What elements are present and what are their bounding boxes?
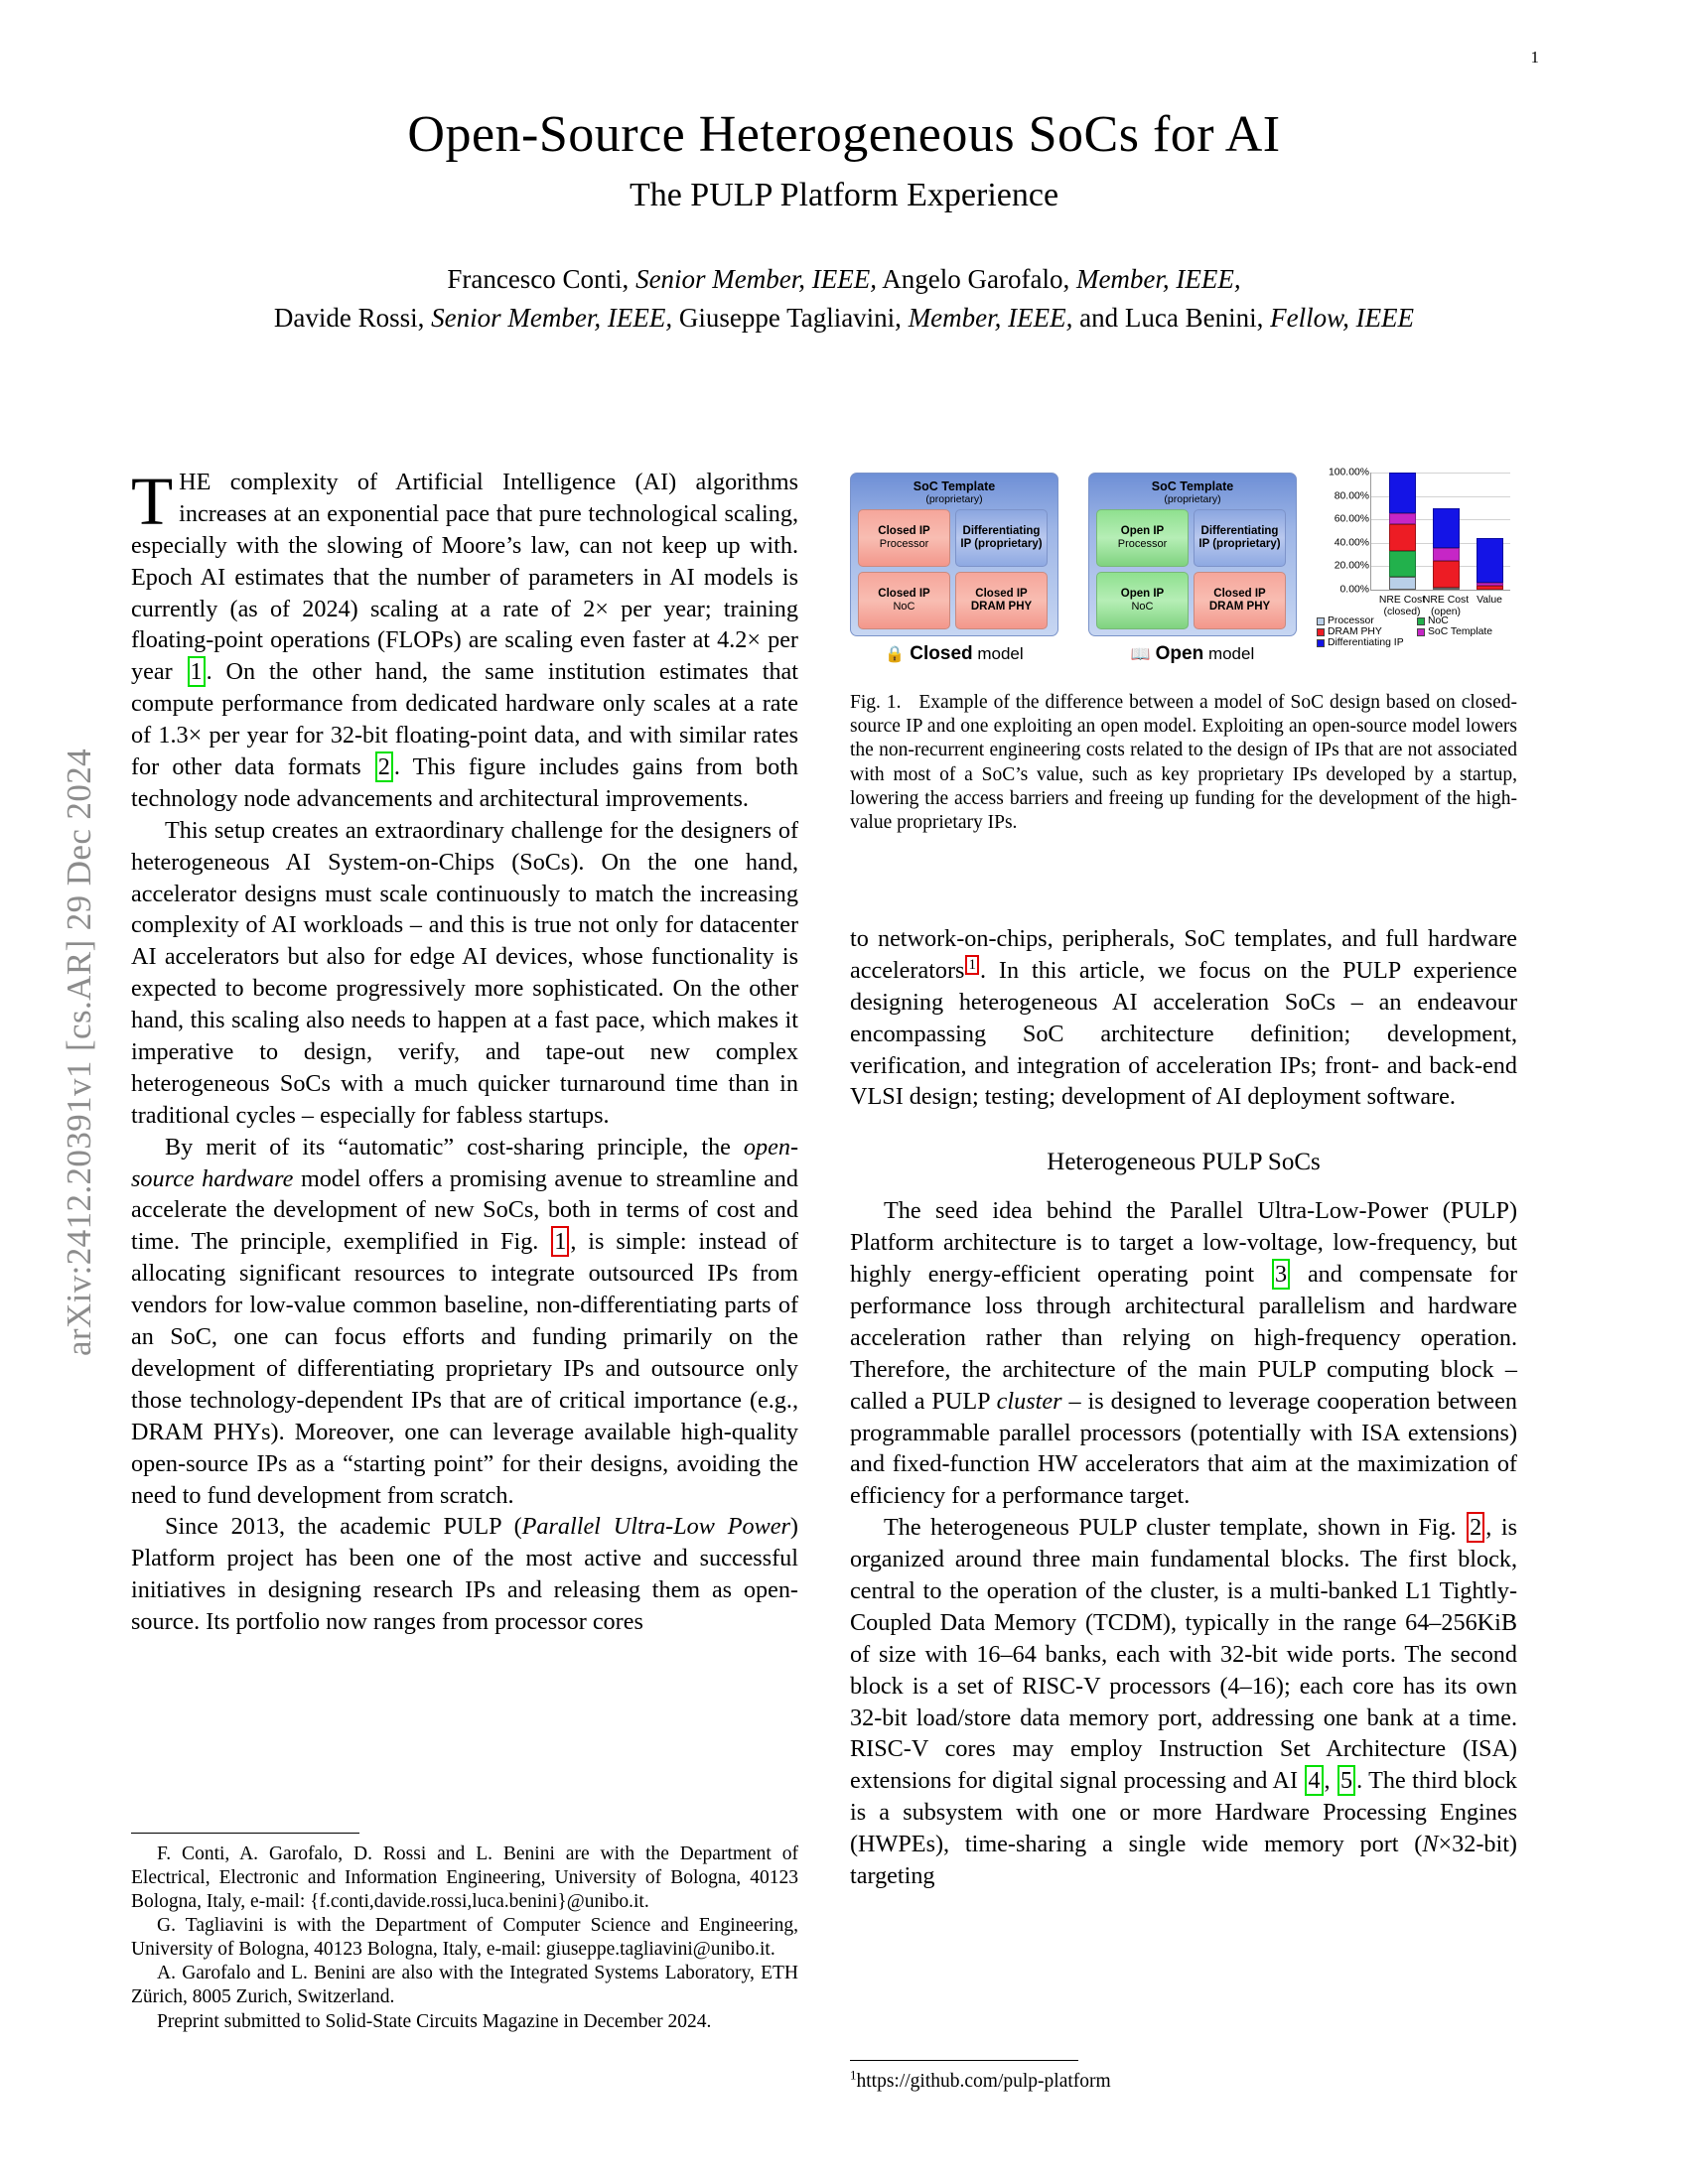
chart-legend-swatch [1417, 628, 1425, 636]
author-list [149, 260, 1539, 338]
chart-legend-swatch [1317, 628, 1325, 636]
chart-legend-label: SoC Template [1428, 626, 1493, 637]
term-cluster: cluster [996, 1387, 1062, 1415]
chart-bar-segment [1433, 548, 1460, 561]
ip-box-open-processor-top: Open IP [1120, 525, 1165, 538]
footnote-preprint-note: Preprint submitted to Solid-State Circuits Magazine in December 2024. [157, 2010, 712, 2032]
soc-card-open [1088, 473, 1297, 636]
author-membership-rossi: Senior Member, IEEE, [431, 302, 673, 333]
paragraph-seed-idea-part3: – is designed to leverage cooperation between programmable parallel processors (potentially with ISA extensions) and fixed-function HW accelerators that aim at the maximization of efficiency for a performance target. [850, 1387, 1517, 1510]
paragraph-portfolio [850, 923, 1517, 1113]
author-name-tagliavini: Giuseppe Tagliavini, [678, 302, 902, 333]
lock-icon: 🔒 [885, 646, 906, 663]
paragraph-opensource-part2: model offers a promising avenue to streamline and accelerate the development of new SoCs, both in terms of cost and time. The principle, exemplified in Fig. [131, 1164, 798, 1256]
ip-box-closed-noc-bottom: NoC [893, 601, 915, 614]
chart-bar [1389, 473, 1416, 590]
ip-box-open-differentiating-top: Differentiating [1200, 524, 1279, 537]
chart-legend-label: Differentiating IP [1328, 637, 1404, 648]
model-label-closed-bold: Closed [910, 643, 973, 664]
chart-y-tick-label: 0.00% [1339, 584, 1369, 596]
figure-1-chart [1309, 465, 1517, 673]
ip-box-closed-dramphy-bottom: DRAM PHY [970, 601, 1033, 613]
soc-card-open-ip-grid [1096, 509, 1289, 629]
chart-legend-swatch [1317, 617, 1325, 625]
paragraph-intro [131, 464, 799, 815]
soc-card-open-title: SoC Template [1151, 479, 1234, 493]
chart-bar-segment [1433, 508, 1460, 548]
chart-bar-segment [1477, 538, 1503, 583]
ip-box-closed-differentiating-top: Differentiating [962, 524, 1041, 537]
author-name-conti: Francesco Conti, [447, 263, 630, 294]
chart-bar [1433, 508, 1460, 590]
ip-box-open-processor [1096, 509, 1189, 567]
author-name-benini: and Luca Benini, [1079, 302, 1264, 333]
chart-x-tick-label: NRE Cost (closed) [1378, 595, 1426, 618]
paragraph-pulp-history-part2: ) Platform project has been one of the most active and successful initiatives in designing research IPs and releasing them as open-source. Its portfolio now ranges from processor cores [131, 1513, 798, 1636]
variable-n: N [1422, 1831, 1439, 1858]
model-label-closed [850, 643, 1058, 665]
figure-1-caption-label: Fig. 1. [850, 692, 902, 713]
model-label-open [1088, 643, 1297, 665]
chart-legend-item [1317, 637, 1417, 648]
paragraph-intro-part1: HE complexity of Artificial Intelligence (AI) algorithms increases at an exponential pace that pure technological scaling, especially with the slowing of Moore’s law, can not keep up with. Epoch AI estimates that the number of parameters in AI models is currently (as of 2024) scaling at a rate of 2× per year; training floating-point operations (FLOPs) are scaling even faster at 4.2× per year [131, 469, 798, 686]
chart-y-tick-label: 60.00% [1334, 513, 1369, 525]
page-number: 1 [1530, 48, 1539, 67]
paragraph-seed-idea-part2: and compensate for performance loss through architectural parallelism and hardware acceleration rather than relying on high-frequency operation. Therefore, the architecture of the main PULP computing block – called a PULP [850, 1261, 1518, 1415]
paragraph-challenge: This setup creates an extraordinary challenge for the designers of heterogeneous AI System-on-Chips (SoCs). On the one hand, accelerator designs must scale continuously to match the increasing complexity of AI workloads – and this is true not only for datacenter AI accelerators but also for edge AI devices, whose functionality is expected to become progressively more sophisticated. On the other hand, this scaling also needs to happen at a fast pace, which makes it imperative to design, verify, and tape-out new complex heterogeneous SoCs with a much quicker turnaround time than in traditional cycles – especially for fabless startups. [131, 816, 798, 1129]
paragraph-intro-part2: . On the other hand, the same institution estimates that compute performance from dedicated hardware only scales at a rate of 1.3× per year for 32-bit floating-point data, and with similar rates for other data formats [131, 658, 798, 781]
ip-box-open-differentiating [1194, 509, 1286, 567]
citation-link-1[interactable]: 1 [188, 656, 206, 687]
section-heading-text: Heterogeneous PULP SoCs [1047, 1149, 1321, 1176]
paragraph-opensource-part1: By merit of its “automatic” cost-sharing principle, the [165, 1133, 744, 1160]
chart-legend-label: NoC [1428, 615, 1449, 626]
chart-bar-segment [1389, 473, 1416, 513]
chart-bar-segment [1433, 588, 1460, 590]
ip-box-closed-noc [858, 572, 950, 629]
arxiv-stamp: arXiv:2412.20391v1 [cs.AR] 29 Dec 2024 [60, 748, 98, 1357]
author-line-2 [149, 299, 1539, 338]
chart-bar-segment [1433, 561, 1460, 588]
paragraph-cluster-template-sep: , [1324, 1767, 1337, 1795]
footnote-1 [850, 2067, 1517, 2094]
chart-plot-area [1328, 467, 1510, 596]
chart-legend-item [1317, 626, 1417, 637]
author-membership-tagliavini: Member, IEEE, [908, 302, 1073, 333]
term-open-source-hardware: open-source hardware [131, 1133, 798, 1192]
citation-link-4[interactable]: 4 [1305, 1765, 1323, 1796]
ip-box-closed-processor-top: Closed IP [878, 525, 930, 538]
author-name-garofalo: Angelo Garofalo, [882, 263, 1070, 294]
ip-box-closed-dramphy-top: Closed IP [975, 587, 1028, 600]
figure-1-caption-text: Example of the difference between a model of SoC design based on closed-source IP and one exploiting an open model. Exploiting an open-source model lowers the non-recurrent engineering costs related to the design of IPs that are not associated with most of a SoC’s value, such as key proprietary IPs developed by a startup, lowering the access barriers and freeing up funding for the development of the high-value proprietary IPs. [850, 692, 1518, 833]
section-heading-heterogeneous-pulp-socs [850, 1147, 1517, 1179]
ip-box-open-dramphy-top: Closed IP [1213, 587, 1266, 600]
chart-legend-label: DRAM PHY [1328, 626, 1382, 637]
author-name-rossi: Davide Rossi, [273, 302, 425, 333]
ip-box-open-dramphy [1194, 572, 1286, 629]
paragraph-intro-part3: . This figure includes gains from both technology node advancements and architectural improvements. [131, 753, 799, 812]
author-line-1 [149, 260, 1539, 299]
chart-y-tick-label: 80.00% [1334, 490, 1369, 502]
paragraph-opensource [131, 1132, 798, 1512]
paragraph-cluster-template-part2: , is organized around three main fundamental blocks. The first block, central to the operation of the cluster, is a multi-banked L1 Tightly-Coupled Data Memory (TCDM), typically in the range 64–256KiB of size with 16–64 banks, each with 32-bit wide ports. The second block is a set of RISC-V processors (4–16); each core has its own 32-bit load/store data memory port, addressing one bank at a time. RISC-V cores may employ Instruction Set Architecture (ISA) extensions for digital signal processing and AI [850, 1514, 1517, 1795]
chart-legend-item [1417, 626, 1517, 637]
drop-cap: T [131, 464, 174, 539]
chart-bar-segment [1389, 513, 1416, 524]
chart-legend [1317, 615, 1517, 648]
chart-y-tick-label: 100.00% [1328, 467, 1369, 478]
page-subtitle: The PULP Platform Experience [629, 177, 1059, 214]
figure-1-graphic [850, 463, 1517, 681]
footnote-affiliation-1: F. Conti, A. Garofalo, D. Rossi and L. Benini are with the Department of Electrical, Electronic and Information Engineering, University of Bologna, 40123 Bologna, Italy, e-mail: {f.conti,davide.rossi,luca.benini}@unibo.it. [131, 1843, 798, 1913]
open-book-icon: 📖 [1130, 646, 1151, 663]
soc-card-closed-title: SoC Template [913, 479, 996, 493]
footnote-link-1[interactable]: 1 [965, 955, 979, 975]
model-label-closed-rest: model [972, 644, 1024, 663]
citation-link-2[interactable]: 2 [375, 751, 393, 782]
ip-box-closed-noc-top: Closed IP [878, 588, 930, 601]
paragraph-pulp-history-part1: Since 2013, the academic PULP ( [165, 1513, 522, 1541]
footnote-affiliation-3: A. Garofalo and L. Benini are also with the Integrated Systems Laboratory, ETH Zürich, 8005 Zurich, Switzerland. [131, 1963, 798, 2008]
ip-box-closed-differentiating [955, 509, 1048, 567]
chart-bar-segment [1389, 551, 1416, 577]
ip-box-open-dramphy-bottom: DRAM PHY [1208, 601, 1271, 613]
chart-legend-swatch [1317, 639, 1325, 647]
ip-box-open-noc-bottom: NoC [1131, 601, 1154, 614]
paragraph-cluster-template [850, 1512, 1517, 1892]
model-label-open-rest: model [1203, 644, 1255, 663]
chart-y-tick-label: 20.00% [1334, 560, 1369, 572]
paragraph-opensource-part3: , is simple: instead of allocating significant resources to integrate outsourced IPs from vendors for low-value common baseline, non-differentiating parts of an SoC, one can focus efforts and funding primarily on the development of differentiating proprietary IPs and outsource only those technology-dependent IPs that are of critical importance (e.g., DRAM PHYs). Moreover, one can leverage available high-quality open-source IPs as a “starting point” for their designs, avoiding the need to fund development from scratch. [131, 1228, 798, 1509]
ip-box-open-processor-bottom: Processor [1117, 538, 1168, 551]
figure-1 [850, 463, 1517, 835]
ip-box-closed-dramphy [955, 572, 1048, 629]
author-membership-benini: Fellow, IEEE [1270, 302, 1415, 333]
column-left [131, 464, 799, 1638]
page-title: Open-Source Heterogeneous SoCs for AI [407, 106, 1281, 163]
footnote-affiliation-2: G. Tagliavini is with the Department of Computer Science and Engineering, University of Bologna, 40123 Bologna, Italy, e-mail: giuseppe.tagliavini@unibo.it. [131, 1915, 798, 1961]
paragraph-seed-idea-part1: The seed idea behind the Parallel Ultra-Low-Power (PULP) Platform architecture is to target a low-voltage, low-frequency, but highly energy-efficient operating point [850, 1197, 1517, 1289]
ip-box-closed-processor [858, 509, 950, 567]
figure-link-2[interactable]: 2 [1467, 1512, 1484, 1543]
column-right [850, 923, 1517, 1892]
ip-box-closed-processor-bottom: Processor [879, 538, 929, 551]
ip-box-open-noc-top: Open IP [1120, 588, 1165, 601]
chart-bar-segment [1477, 586, 1503, 590]
chart-legend-row [1317, 637, 1517, 648]
author-membership-garofalo: Member, IEEE, [1075, 263, 1241, 294]
paragraph-pulp-history [131, 1511, 798, 1638]
chart-y-tick-label: 40.00% [1334, 537, 1369, 549]
footnote-1-marker: 1 [850, 2067, 857, 2083]
footnotes-right [850, 2060, 1517, 2094]
paragraph-portfolio-part1: to network-on-chips, peripherals, SoC templates, and full hardware accelerators [850, 925, 1517, 984]
citation-link-3[interactable]: 3 [1272, 1259, 1290, 1290]
chart-legend-item [1417, 637, 1517, 648]
footnote-1-url[interactable]: https://github.com/pulp-platform [856, 2071, 1111, 2092]
paragraph-cluster-template-part3: . The third block is a subsystem with one or more Hardware Processing Engines (HWPEs), time-sharing a single wide memory port ( [850, 1767, 1518, 1858]
footnote-rule-left [131, 1833, 359, 1834]
author-membership-conti: Senior Member, IEEE, [635, 263, 877, 294]
footnotes-left [131, 1833, 798, 2034]
term-parallel-ultra-low-power: Parallel Ultra-Low Power [521, 1513, 790, 1541]
soc-card-open-subtitle: (proprietary) [1164, 493, 1221, 505]
figure-1-caption [850, 691, 1517, 835]
chart-legend-row [1317, 626, 1517, 637]
paragraph-seed-idea [850, 1195, 1517, 1512]
paragraph-cluster-template-part4: ×32-bit) targeting [850, 1831, 1517, 1889]
chart-x-tick-label: NRE Cost (open) [1422, 595, 1470, 618]
title-block [149, 107, 1539, 338]
paragraph-portfolio-part2: . In this article, we focus on the PULP experience designing heterogeneous AI acceleration SoCs – an endeavour encompassing SoC architecture definition; development, verification, and integration of acceleration IPs; front- and back-end VLSI design; testing; development of AI deployment software. [850, 956, 1517, 1111]
model-label-open-bold: Open [1155, 643, 1204, 664]
chart-bar-segment [1389, 524, 1416, 551]
soc-card-closed [850, 473, 1058, 636]
ip-box-closed-differentiating-bottom: IP (proprietary) [960, 538, 1043, 550]
citation-link-5[interactable]: 5 [1337, 1765, 1355, 1796]
figure-link-1[interactable]: 1 [551, 1226, 569, 1257]
ip-box-open-noc [1096, 572, 1189, 629]
chart-legend-label: Processor [1328, 615, 1374, 626]
chart-bar-segment [1389, 577, 1416, 590]
ip-box-open-differentiating-bottom: IP (proprietary) [1198, 538, 1281, 550]
soc-card-closed-ip-grid [858, 509, 1051, 629]
paragraph-cluster-template-part1: The heterogeneous PULP cluster template, shown in Fig. [884, 1514, 1467, 1542]
chart-bar [1477, 538, 1503, 590]
soc-card-closed-subtitle: (proprietary) [925, 493, 983, 505]
footnote-rule-right [850, 2060, 1078, 2061]
chart-x-tick-label: Value [1477, 595, 1502, 606]
